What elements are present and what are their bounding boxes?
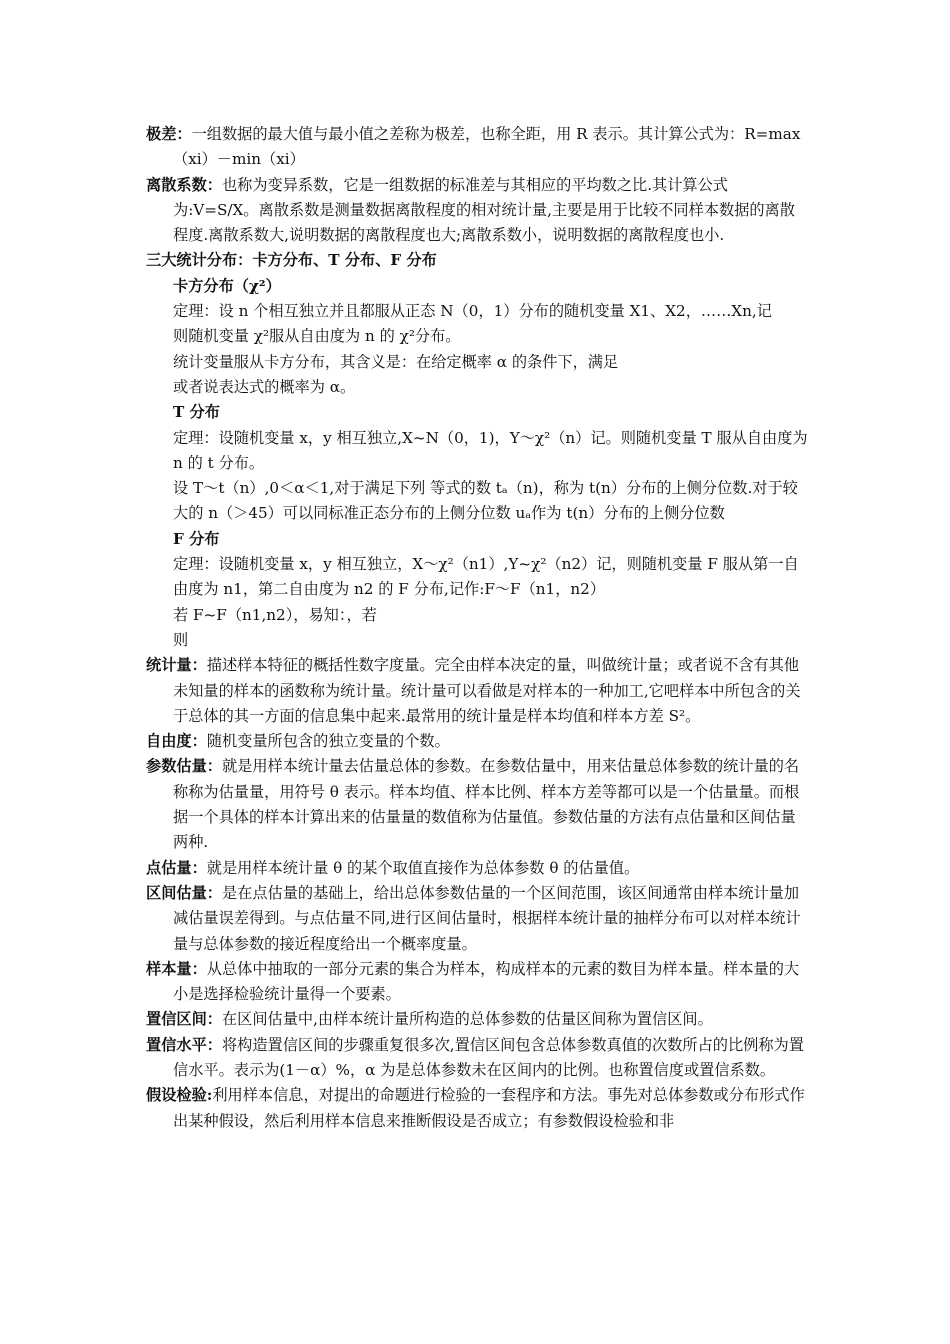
param-est-entry xyxy=(146,754,808,855)
chi-square-conclusion: 则随机变量 χ²服从自由度为 n 的 χ²分布。 xyxy=(173,327,461,346)
dispersion-entry xyxy=(146,173,808,249)
dispersion-term: 离散系数： xyxy=(146,175,222,194)
sample-size-term: 样本量： xyxy=(146,959,207,978)
confidence-level-term: 置信水平： xyxy=(146,1035,222,1054)
f-distribution-theorem: 定理：设随机变量 x，y 相互独立，X～χ²（n1）,Y~χ²（n2）记，则随机变量 F 服从第一自由度为 n1，第二自由度为 n2 的 F 分布,记作:F～F（n1，n2） xyxy=(173,555,799,599)
document-page xyxy=(146,122,808,1134)
range-term: 极差： xyxy=(146,125,192,143)
point-est-text: 就是用样本统计量 θ 的某个取值直接作为总体参数 θ 的估量值。 xyxy=(206,858,640,877)
t-distribution-heading: T 分布 xyxy=(173,403,220,422)
interval-est-term: 区间估量： xyxy=(146,883,222,902)
dispersion-text: 也称为变异系数，它是一组数据的标准差与其相应的平均数之比.其计算公式为:V=S/X。离散系数是测量数据离散程度的相对统计量,主要是用于比较不同样本数据的离散程度.离散系数大,说明数据的离散程度也大;离散系数小，说明数据的离散程度也小. xyxy=(173,175,795,245)
hypothesis-test-entry xyxy=(146,1083,808,1134)
param-est-text: 就是用样本统计量去估量总体的参数。在参数估量中，用来估量总体参数的统计量的名称称为估量量，用符号 θ 表示。样本均值、样本比例、样本方差等都可以是一个估量量。而根据一个具体的样本计算出来的估量量的数值称为估量值。参数估量的方法有点估量和区间估量两种. xyxy=(173,757,800,852)
statistic-entry xyxy=(146,653,808,729)
confidence-interval-entry xyxy=(146,1007,808,1032)
statistic-term: 统计量： xyxy=(146,656,207,675)
dof-text: 随机变量所包含的独立变量的个数。 xyxy=(206,732,450,751)
hypothesis-test-text: 利用样本信息，对提出的命题进行检验的一套程序和方法。事先对总体参数或分布形式作出某种假设，然后利用样本信息来推断假设是否成立；有参数假设检验和非 xyxy=(173,1086,805,1130)
f-distribution-heading: F 分布 xyxy=(173,529,220,548)
point-est-term: 点估量： xyxy=(146,858,207,877)
chi-square-heading: 卡方分布（χ²） xyxy=(173,276,281,295)
t-distribution-theorem: 定理：设随机变量 x，y 相互独立,X~N（0，1)，Y～χ²（n）记。则随机变量 T 服从自由度为 n 的 t 分布。 xyxy=(173,428,808,472)
confidence-interval-text: 在区间估量中,由样本统计量所构造的总体参数的估量区间称为置信区间。 xyxy=(221,1010,713,1029)
point-est-entry xyxy=(146,856,808,881)
statistic-text: 描述样本特征的概括性数字度量。完全由样本决定的量，叫做统计量；或者说不含有其他未知量的样本的函数称为统计量。统计量可以看做是对样本的一种加工,它吧样本中所包含的关于总体的其一方面的信息集中起来.最常用的统计量是样本均值和样本方差 S²。 xyxy=(173,656,801,725)
confidence-interval-term: 置信区间： xyxy=(146,1010,222,1029)
interval-est-text: 是在点估量的基础上，给出总体参数估量的一个区间范围，该区间通常由样本统计量加减估量误差得到。与点估量不同,进行区间估量时，根据样本统计量的抽样分布可以对样本统计量与总体参数的接近程度给出一个概率度量。 xyxy=(173,883,801,953)
hypothesis-test-term: 假设检验: xyxy=(146,1086,213,1105)
three-distributions-heading: 三大统计分布：卡方分布、T 分布、F 分布 xyxy=(146,251,437,270)
chi-square-meaning: 统计变量服从卡方分布，其含义是：在给定概率 α 的条件下，满足 xyxy=(173,352,619,371)
dof-entry xyxy=(146,729,808,754)
confidence-level-entry xyxy=(146,1033,808,1084)
confidence-level-text: 将构造置信区间的步骤重复很多次,置信区间包含总体参数真值的次数所占的比例称为置信水平。表示为(1－α）%，α 为是总体参数未在区间内的比例。也称置信度或置信系数。 xyxy=(173,1035,804,1079)
t-distribution-quantile: 设 T～t（n）,0＜α＜1,对于满足下列 等式的数 tₐ（n)，称为 t(n）分布的上侧分位数.对于较大的 n（＞45）可以同标准正态分布的上侧分位数 uₐ作为 t(n）分布的上侧分位数 xyxy=(173,479,798,523)
sample-size-entry xyxy=(146,957,808,1008)
range-text: 一组数据的最大值与最小值之差称为极差，也称全距，用 R 表示。其计算公式为：R=max（xi）－min（xi） xyxy=(173,125,801,169)
sample-size-text: 从总体中抽取的一部分元素的集合为样本，构成样本的元素的数目为样本量。样本量的大小是选择检验统计量得一个要素。 xyxy=(173,959,800,1004)
param-est-term: 参数估量： xyxy=(146,757,222,776)
f-distribution-then: 则 xyxy=(173,630,189,649)
interval-est-entry xyxy=(146,881,808,957)
f-distribution-property: 若 F~F（n1,n2），易知：，若 xyxy=(173,605,377,624)
dof-term: 自由度： xyxy=(146,732,207,751)
chi-square-probability: 或者说表达式的概率为 α。 xyxy=(173,377,356,396)
chi-square-theorem: 定理：设 n 个相互独立并且都服从正态 N（0，1）分布的随机变量 X1、X2，……Xn,记 xyxy=(173,302,772,321)
range-entry xyxy=(146,122,808,173)
